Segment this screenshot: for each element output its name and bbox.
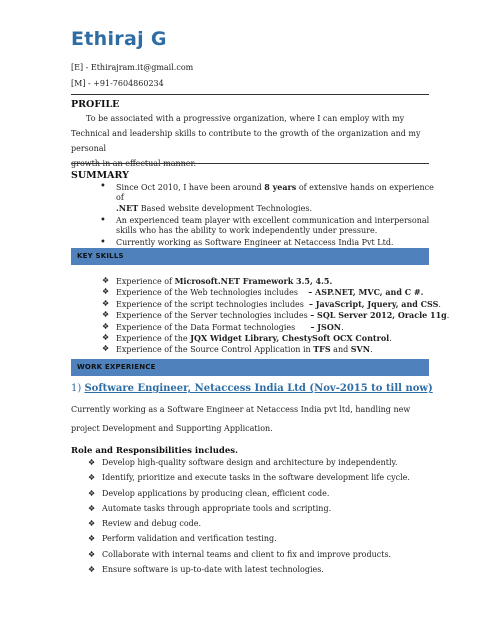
phone-line: [M] - +91-7604860234 <box>71 79 164 88</box>
email-line: [E] - Ethirajram.it@gmail.com <box>71 63 194 72</box>
responsibility-item: ❖ Develop high-quality software design and architecture by independently. <box>88 455 410 470</box>
summary-bold: 8 years <box>264 182 297 192</box>
summary-list <box>100 182 435 250</box>
summary-item: • Currently working as Software Engineer at Netaccess India Pvt Ltd. <box>100 238 435 248</box>
diamond-bullet-icon: ❖ <box>102 298 110 308</box>
role-desc-line-2: project Development and Supporting Application. <box>71 424 273 433</box>
responsibility-item: ❖ Collaborate with internal teams and client to fix and improve products. <box>88 547 410 562</box>
diamond-bullet-icon: ❖ <box>88 488 96 498</box>
skill-item: ❖ Experience of the Server technologies includes – SQL Server 2012, Oracle 11g. <box>102 310 450 321</box>
diamond-bullet-icon: ❖ <box>102 321 110 331</box>
role-line <box>71 383 433 394</box>
summary-text: Based website development Technologies. <box>138 204 313 213</box>
summary-item: • An experienced team player with excellent communication and interpersonal skills who has the ability to work independently under pressure. <box>100 216 435 236</box>
profile-line-1: To be associated with a progressive organization, where I can employ with my <box>86 114 405 123</box>
key-skills-band <box>71 248 429 265</box>
role-description <box>71 402 436 436</box>
skill-item: ❖ Experience of the Web technologies includes – ASP.NET, MVC, and C #. <box>102 287 424 298</box>
responsibility-item: ❖ Perform validation and verification testing. <box>88 531 410 546</box>
work-experience-band <box>71 359 429 376</box>
key-skills-list <box>102 276 449 356</box>
divider <box>71 94 429 95</box>
profile-line-2: Technical and leadership skills to contribute to the growth of the organization and my personal <box>71 129 421 153</box>
summary-text: Since Oct 2010, I have been around <box>116 183 265 192</box>
diamond-bullet-icon: ❖ <box>102 344 110 354</box>
diamond-bullet-icon: ❖ <box>102 310 110 320</box>
profile-heading: PROFILE <box>71 99 120 110</box>
diamond-bullet-icon: ❖ <box>88 565 96 575</box>
responsibility-item: ❖ Review and debug code. <box>88 516 410 531</box>
diamond-bullet-icon: ❖ <box>88 519 96 529</box>
summary-bold: .NET <box>116 203 139 213</box>
responsibilities-heading: Role and Responsibilities includes. <box>71 446 239 456</box>
role-number: 1) <box>71 383 85 394</box>
skill-item: ❖ Experience of the Source Control Application in TFS and SVN. <box>102 344 373 355</box>
profile-line-3: growth in an effectual manner. <box>71 159 196 168</box>
summary-text: of extensive hands on experience of <box>116 183 434 202</box>
responsibility-item: ❖ Ensure software is up-to-date with latest technologies. <box>88 562 410 577</box>
responsibility-item: ❖ Identify, prioritize and execute tasks in the software development life cycle. <box>88 470 410 485</box>
responsibility-item: ❖ Develop applications by producing clean, efficient code. <box>88 486 410 501</box>
key-skills-heading: KEY SKILLS <box>77 252 124 260</box>
diamond-bullet-icon: ❖ <box>88 534 96 544</box>
diamond-bullet-icon: ❖ <box>88 458 96 467</box>
summary-item <box>100 182 435 214</box>
diamond-bullet-icon: ❖ <box>88 549 96 559</box>
summary-heading: SUMMARY <box>71 170 129 181</box>
divider <box>71 163 429 164</box>
diamond-bullet-icon: ❖ <box>88 503 96 513</box>
skill-item: ❖ Experience of Microsoft.NET Framework 3.5, 4.5. <box>102 276 333 286</box>
profile-text <box>71 111 436 171</box>
work-experience-heading: WORK EXPERIENCE <box>77 363 156 371</box>
skill-item: ❖ Experience of the script technologies includes – JavaScript, Jquery, and CSS. <box>102 298 441 309</box>
diamond-bullet-icon: ❖ <box>88 473 96 483</box>
skill-item: ❖ Experience of the Data Format technologies – JSON. <box>102 321 344 332</box>
candidate-name: Ethiraj G <box>71 28 167 50</box>
skill-item: ❖ Experience of the JQX Widget Library, ChestySoft OCX Control. <box>102 333 392 344</box>
diamond-bullet-icon: ❖ <box>102 276 110 285</box>
role-desc-line-1: Currently working as a Software Engineer at Netaccess India pvt ltd, handling new <box>71 405 411 414</box>
responsibilities-list <box>88 455 410 577</box>
diamond-bullet-icon: ❖ <box>102 333 110 343</box>
responsibility-item: ❖ Automate tasks through appropriate tools and scripting. <box>88 501 410 516</box>
diamond-bullet-icon: ❖ <box>102 287 110 297</box>
role-title-link[interactable]: Software Engineer, Netaccess India Ltd (Nov-2015 to till now) <box>84 383 433 394</box>
